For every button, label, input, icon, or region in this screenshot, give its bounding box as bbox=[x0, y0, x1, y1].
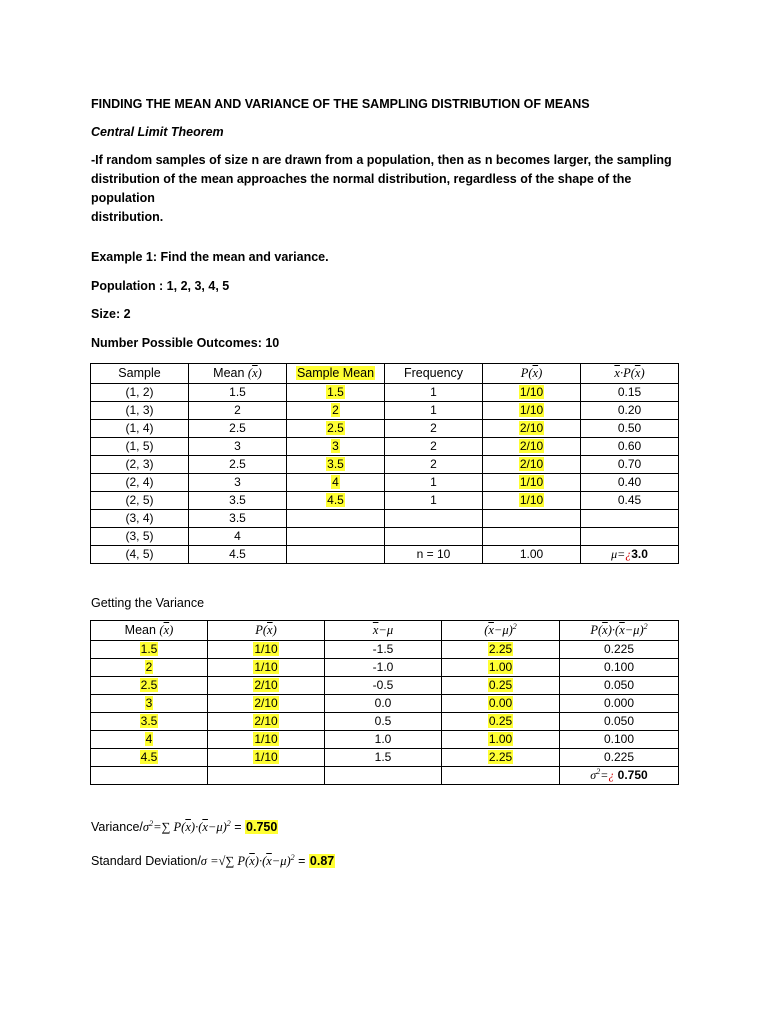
clt-paragraph bbox=[91, 151, 691, 227]
table-cell: 1/10 bbox=[483, 492, 581, 510]
table-cell: 2/10 bbox=[483, 438, 581, 456]
table-cell bbox=[287, 528, 385, 546]
table-cell: 1/10 bbox=[208, 731, 325, 749]
table-cell: 1/10 bbox=[483, 402, 581, 420]
table-cell bbox=[385, 528, 483, 546]
clt-line: distribution of the mean approaches the normal distribution, regardless of the shape of the population bbox=[91, 172, 632, 205]
table-cell: -0.5 bbox=[325, 677, 442, 695]
header-deviation: $\overline{x}-\mu$ bbox=[325, 621, 442, 641]
table-row bbox=[91, 474, 679, 492]
variance-table bbox=[90, 620, 679, 785]
table-row bbox=[91, 659, 679, 677]
table-cell: 1.00 bbox=[442, 731, 560, 749]
table-cell: 2 bbox=[189, 402, 287, 420]
table-cell: 1.5 bbox=[189, 384, 287, 402]
table-cell: 2/10 bbox=[208, 713, 325, 731]
variance-total: 0.750 bbox=[617, 768, 648, 782]
table-cell: 2.5 bbox=[189, 456, 287, 474]
table-cell: 4 bbox=[287, 474, 385, 492]
variance-value: 0.750 bbox=[246, 820, 278, 834]
mean-total: 3.0 bbox=[631, 547, 648, 561]
table-cell: 1.00 bbox=[483, 546, 581, 564]
example-heading: Example 1: Find the mean and variance. bbox=[91, 250, 329, 264]
table-cell: 1.5 bbox=[91, 641, 208, 659]
table-total-row bbox=[91, 767, 679, 785]
table-cell: (3, 4) bbox=[91, 510, 189, 528]
table-cell: 2 bbox=[385, 420, 483, 438]
table-cell: 1/10 bbox=[208, 749, 325, 767]
sd-value: 0.87 bbox=[309, 854, 335, 868]
table-cell: -1.0 bbox=[325, 659, 442, 677]
table-row bbox=[91, 677, 679, 695]
table-cell: 2 bbox=[91, 659, 208, 677]
table-cell: 0.20 bbox=[581, 402, 679, 420]
table-cell: 0.25 bbox=[442, 677, 560, 695]
table-cell: 0.25 bbox=[442, 713, 560, 731]
table-cell: 2.5 bbox=[287, 420, 385, 438]
table-row bbox=[91, 492, 679, 510]
table-row bbox=[91, 731, 679, 749]
table-row bbox=[91, 695, 679, 713]
table-cell: 3.5 bbox=[189, 510, 287, 528]
table-row bbox=[91, 438, 679, 456]
table-cell: (1, 3) bbox=[91, 402, 189, 420]
table-cell: 0.70 bbox=[581, 456, 679, 474]
table-cell: 0.15 bbox=[581, 384, 679, 402]
table-cell: 1 bbox=[385, 384, 483, 402]
table-cell: 3 bbox=[287, 438, 385, 456]
table-cell: (2, 4) bbox=[91, 474, 189, 492]
table-cell: 1.5 bbox=[287, 384, 385, 402]
table-cell: 1 bbox=[385, 474, 483, 492]
table-cell: 3.5 bbox=[91, 713, 208, 731]
population-line: Population : 1, 2, 3, 4, 5 bbox=[91, 279, 230, 293]
table-cell: 3 bbox=[91, 695, 208, 713]
table-cell: 0.000 bbox=[560, 695, 679, 713]
section-subtitle: Central Limit Theorem bbox=[91, 125, 224, 139]
header-probability: $P(\overline{x})$ bbox=[208, 621, 325, 641]
page-title: FINDING THE MEAN AND VARIANCE OF THE SAMPLING DISTRIBUTION OF MEANS bbox=[91, 97, 590, 111]
table-cell: 1/10 bbox=[483, 384, 581, 402]
table-row bbox=[91, 510, 679, 528]
table-row bbox=[91, 749, 679, 767]
table-cell bbox=[483, 510, 581, 528]
table-cell: 1/10 bbox=[208, 659, 325, 677]
getting-variance-heading: Getting the Variance bbox=[91, 596, 205, 610]
table-row bbox=[91, 641, 679, 659]
table-cell: (3, 5) bbox=[91, 528, 189, 546]
table-cell: 0.225 bbox=[560, 749, 679, 767]
table-row bbox=[91, 420, 679, 438]
table-cell: 1.5 bbox=[325, 749, 442, 767]
header-squared-deviation: $(\overline{x}-\mu)^2$ bbox=[442, 621, 560, 641]
table-cell: 2.25 bbox=[442, 749, 560, 767]
table-cell: 0.050 bbox=[560, 677, 679, 695]
table-row bbox=[91, 546, 679, 564]
sd-formula-line: Standard Deviation/σ =√∑ $P(\overline{x})\cdot(\overline{x}-\mu)^2 = 0.87$ bbox=[91, 852, 335, 868]
table-cell: 4.5 bbox=[91, 749, 208, 767]
table-cell bbox=[442, 767, 560, 785]
table-cell: 4.5 bbox=[189, 546, 287, 564]
table-cell: 0.225 bbox=[560, 641, 679, 659]
table-cell bbox=[325, 767, 442, 785]
table-cell: 0.100 bbox=[560, 731, 679, 749]
table-cell bbox=[287, 510, 385, 528]
table-cell: 0.5 bbox=[325, 713, 442, 731]
clt-line: distribution. bbox=[91, 210, 164, 224]
table-cell bbox=[91, 767, 208, 785]
header-product: $\overline{x}\cdot P(\overline{x})$ bbox=[581, 364, 679, 384]
table-cell: 0.50 bbox=[581, 420, 679, 438]
table-cell: 2/10 bbox=[208, 677, 325, 695]
header-probability: $P(\overline{x})$ bbox=[483, 364, 581, 384]
table-cell: 0.100 bbox=[560, 659, 679, 677]
table-cell: 3 bbox=[189, 438, 287, 456]
header-frequency: Frequency bbox=[385, 364, 483, 384]
table-cell: 1.0 bbox=[325, 731, 442, 749]
table-cell: 0.0 bbox=[325, 695, 442, 713]
header-mean: Mean $(\overline{x})$ bbox=[189, 364, 287, 384]
table-cell: 1 bbox=[385, 492, 483, 510]
variance-total-cell: $\sigma^2=¿$ 0.750 bbox=[560, 767, 679, 785]
outcomes-line: Number Possible Outcomes: 10 bbox=[91, 336, 280, 350]
table-cell: μ=¿3.0 bbox=[581, 546, 679, 564]
table-row bbox=[91, 713, 679, 731]
table-row bbox=[91, 528, 679, 546]
table-cell: 2/10 bbox=[208, 695, 325, 713]
table-cell bbox=[483, 528, 581, 546]
table-cell: 3.5 bbox=[189, 492, 287, 510]
table-row bbox=[91, 456, 679, 474]
table-cell: 1/10 bbox=[208, 641, 325, 659]
header-mean: Mean $(\overline{x})$ bbox=[91, 621, 208, 641]
table-cell bbox=[581, 510, 679, 528]
table-cell: 1/10 bbox=[483, 474, 581, 492]
table-cell bbox=[208, 767, 325, 785]
table-header-row bbox=[91, 364, 679, 384]
table-cell: (1, 5) bbox=[91, 438, 189, 456]
table-cell: n = 10 bbox=[385, 546, 483, 564]
table-cell: (4, 5) bbox=[91, 546, 189, 564]
table-cell: (2, 3) bbox=[91, 456, 189, 474]
variance-formula-line: Variance/$\sigma^2=\sum$ $P(\overline{x})\cdot(\overline{x}-\mu)^2 = 0.750$ bbox=[91, 818, 278, 834]
table-cell: 3.5 bbox=[287, 456, 385, 474]
table-cell: 2 bbox=[287, 402, 385, 420]
table-cell: 0.00 bbox=[442, 695, 560, 713]
table-cell: 2.5 bbox=[189, 420, 287, 438]
table-row bbox=[91, 402, 679, 420]
table-cell: 0.050 bbox=[560, 713, 679, 731]
table-cell bbox=[581, 528, 679, 546]
table-cell: 2/10 bbox=[483, 420, 581, 438]
table-cell: 2.5 bbox=[91, 677, 208, 695]
header-weighted-squared: $P(\overline{x})\cdot(\overline{x}-\mu)^2$ bbox=[560, 621, 679, 641]
table-cell bbox=[287, 546, 385, 564]
header-sample-mean: Sample Mean bbox=[287, 364, 385, 384]
header-sample: Sample bbox=[91, 364, 189, 384]
table-cell: 2 bbox=[385, 438, 483, 456]
table-cell: 0.60 bbox=[581, 438, 679, 456]
table-cell: 4.5 bbox=[287, 492, 385, 510]
table-cell: (1, 4) bbox=[91, 420, 189, 438]
table-cell: 3 bbox=[189, 474, 287, 492]
table-cell: 2.25 bbox=[442, 641, 560, 659]
table-cell: (1, 2) bbox=[91, 384, 189, 402]
size-line: Size: 2 bbox=[91, 307, 131, 321]
table-row bbox=[91, 384, 679, 402]
table-cell: 4 bbox=[189, 528, 287, 546]
clt-line: -If random samples of size n are drawn from a population, then as n becomes larger, the sampling bbox=[91, 153, 672, 167]
table-cell: -1.5 bbox=[325, 641, 442, 659]
table-cell: 4 bbox=[91, 731, 208, 749]
table-cell: 1.00 bbox=[442, 659, 560, 677]
sampling-table bbox=[90, 363, 679, 564]
table-header-row bbox=[91, 621, 679, 641]
table-cell: 0.40 bbox=[581, 474, 679, 492]
table-cell: 0.45 bbox=[581, 492, 679, 510]
table-cell bbox=[385, 510, 483, 528]
table-cell: 2/10 bbox=[483, 456, 581, 474]
table-cell: 2 bbox=[385, 456, 483, 474]
table-cell: (2, 5) bbox=[91, 492, 189, 510]
table-cell: 1 bbox=[385, 402, 483, 420]
